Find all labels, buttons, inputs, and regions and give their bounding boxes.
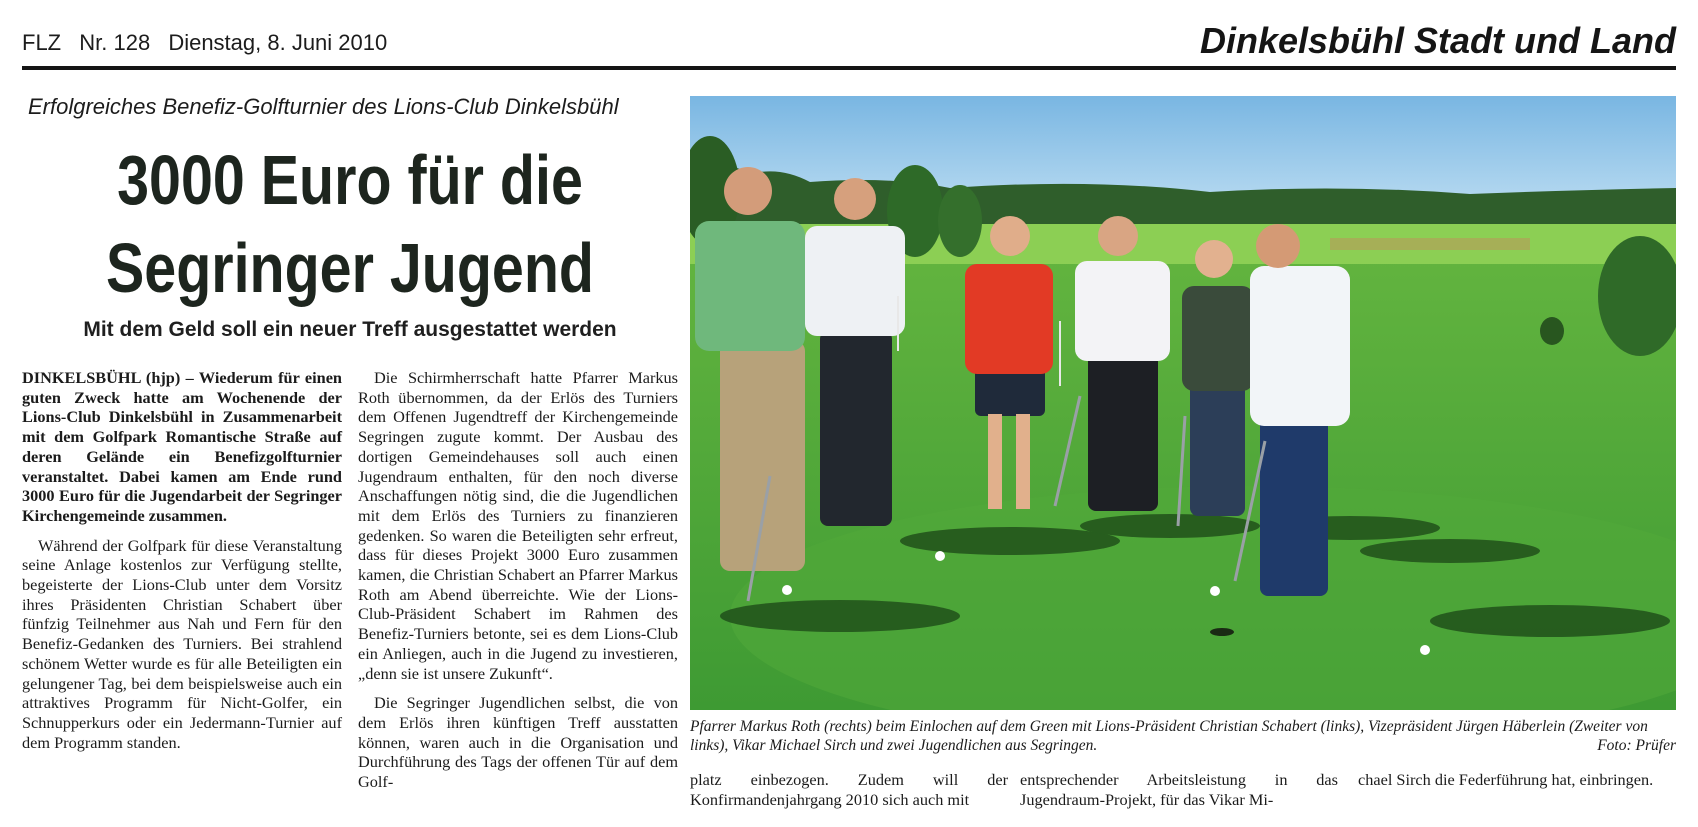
masthead-info — [22, 30, 399, 56]
article-headline — [88, 136, 613, 312]
issue-date: Dienstag, 8. Juni 2010 — [168, 30, 388, 55]
paper-name: FLZ — [22, 30, 62, 55]
person-figure — [805, 178, 905, 526]
masthead-rule — [22, 66, 1676, 70]
article-photo — [690, 96, 1676, 710]
issue-number: Nr. 128 — [79, 30, 151, 55]
photo-credit: Foto: Prüfer — [1597, 737, 1676, 754]
headline-line-2: Segringer Jugend — [105, 229, 594, 307]
photo-caption — [690, 717, 1676, 755]
lead-paragraph: DINKELSBÜHL (hjp) – Wiederum für einen guten Zweck hatte am Wochenende der Lions-Club Dinkelsbühl in Zusammenarbeit mit dem Golfpark Romantische Straße auf deren Gelände ein Benefizgolfturnier veranstaltet. Dabei kamen am Ende rund 3000 Euro für die Jugendarbeit der Segringer Kirchengemeinde zusammen. — [22, 368, 342, 525]
article-subhead: Mit dem Geld soll ein neuer Treff ausgestattet werden — [83, 318, 617, 341]
article-column-2 — [358, 368, 678, 802]
caption-text: Pfarrer Markus Roth (rechts) beim Einlochen auf dem Green mit Lions-Präsident Christian Schabert (links), Vizepräsident Jürgen Häberlein (Zweiter von links), Vikar Michael Sirch und zwei Jugendlichen aus Segringen. — [690, 718, 1648, 754]
section-title: Dinkelsbühl Stadt und Land — [1200, 20, 1676, 61]
continuation-column-3: chael Sirch die Federführung hat, einbringen. — [1358, 770, 1654, 789]
article-kicker: Erfolgreiches Benefiz-Golfturnier des Lions-Club Dinkelsbühl — [28, 94, 619, 119]
continuation-column-1: platz einbezogen. Zudem will der Konfirmandenjahrgang 2010 sich auch mit — [690, 770, 1008, 809]
article-column-1 — [22, 368, 342, 762]
continuation-column-2: entsprechender Arbeitsleistung in das Jugendraum-Projekt, für das Vikar Mi- — [1020, 770, 1338, 809]
headline-line-1: 3000 Euro für die — [117, 141, 583, 219]
golf-group-photo — [690, 96, 1676, 710]
body-paragraph: Während der Golfpark für diese Veranstaltung seine Anlage kostenlos zur Verfügung stellte, begeisterte der Lions-Club unter dem Vorsitz ihres Präsidenten Christian Schabert über fünfzig Teilnehmer aus Nah und Fern für den Benefiz-Gedanken des Turniers. Bei strahlend schönem Wetter wurde es für alle Beteiligten ein gelungener Tag, bei dem beispielsweise auch ein attraktives Programm für Nicht-Golfer, ein Schnupperkurs oder ein Jedermann-Turnier auf dem Programm standen. — [22, 535, 342, 752]
body-paragraph: Die Segringer Jugendlichen selbst, die von dem Erlös ihren künftigen Treff ausstatten können, waren auch in die Organisation und Durchführung des Tags der offenen Tür auf dem Golf- — [358, 693, 678, 792]
body-paragraph: Die Schirmherrschaft hatte Pfarrer Markus Roth übernommen, da der Erlös des Turniers dem Offenen Jugendtreff der Kirchengemeinde Segringen zugute kommt. Der Ausbau des dortigen Gemeindehauses soll auch einen Jugendraum enthalten, für den noch diverse Anschaffungen nötig sind, die die Jugendlichen mit dem Erlös des Turniers zu finanzieren gedenken. So waren die Beteiligten sehr erfreut, dass für dieses Projekt 3000 Euro zusammen kamen, die Christian Schabert an Pfarrer Markus Roth am Abend überreichte. Wie der Lions-Club-Präsident Schabert im Rahmen des Benefiz-Turniers betonte, sei es dem Lions-Club ein Anliegen, auch in die Jugend zu investieren, „denn sie ist unsere Zukunft“. — [358, 368, 678, 683]
